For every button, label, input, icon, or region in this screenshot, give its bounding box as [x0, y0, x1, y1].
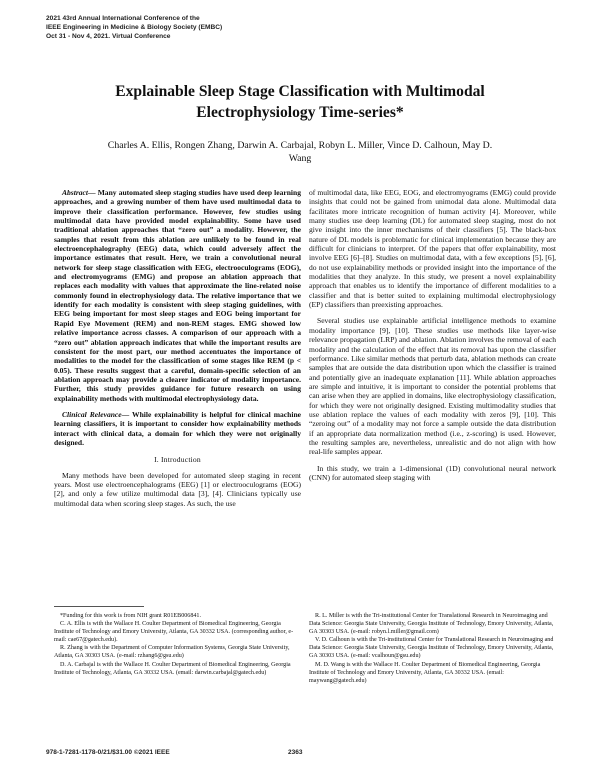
footnote-zhang: R. Zhang is with the Department of Computer Information Systems, Georgia State University, Atlanta, GA 30303 USA. (e-mail: rzhang6@gsu.edu)	[54, 645, 290, 660]
conference-line-2: IEEE Engineering in Medicine & Biology Society (EMBC)	[46, 24, 223, 31]
intro-paragraph-3: Several studies use explainable artificial intelligence methods to examine modality importance [9], [10]. These studies use methods like layer-wise relevance propagation (LRP) and ablation. Ablation involves the removal of each modality and the calculation of the effect that its removal has upon the classifier performance. Like similar methods that perturb data, ablation methods can create samples that are outside the data distribution upon which the classifier is trained and potentially give an inadequate explanation [11]. While ablation approaches are simple and intuitive, it is important to consider the potential problems that can arise when they are applied in domains, like electrophysiology classification, for which they were not originally designed. Existing multimodality studies that use ablation replace the values of each modality with zeros [9], [10]. This “zeroing out” of a modality may not force a sample outside the data distribution if an appropriate data normalization method (i.e., z-scoring) is used. However, the resulting samples are, nevertheless, unrealistic and do not align with how real-life samples appear.	[309, 316, 556, 457]
clinical-relevance-label: Clinical Relevance	[62, 409, 122, 419]
author-list: Charles A. Ellis, Rongen Zhang, Darwin A. Carbajal, Robyn L. Miller, Vince D. Calhoun, May D. Wang	[107, 140, 493, 164]
footer-isbn: 978-1-7281-1178-0/21/$31.00 ©2021 IEEE	[46, 749, 170, 756]
abstract-label: Abstract	[62, 188, 88, 197]
title-line-2: Electrophysiology Time-series*	[196, 104, 404, 121]
conference-line-1: 2021 43rd Annual International Conference of the	[46, 15, 200, 22]
footnote-carbajal: D. A. Carbajal is with the Wallace H. Coulter Department of Biomedical Engineering, Georgia Institute of Technology, Atlanta, GA 30332 USA. (email: darwin.carbajal@gatech.edu)	[54, 661, 291, 676]
paper-title	[60, 81, 540, 123]
footnote-miller: R. L. Miller is with the Tri-institutional Center for Translational Research in Neuroimaging and Data Science: Georgia State University, Georgia Institute of Technology, Emory University, Atlanta, GA 30303 USA. (e-mail: robyn.l.miller@gmail.com)	[309, 613, 554, 636]
conference-header	[46, 14, 376, 41]
clinical-relevance-text: — While explainability is helpful for clinical machine learning classifiers, it is important to consider how explainability methods interact with clinical data, a domain for which they were not originally designed.	[54, 409, 301, 447]
title-line-1: Explainable Sleep Stage Classification with Multimodal	[115, 83, 485, 100]
right-column	[309, 188, 556, 482]
footnote-wang: M. D. Wang is with the Wallace H. Coulter Department of Biomedical Engineering, Georgia Institute of Technology and Emory University, Atlanta, GA 30332 USA. (email: maywang@gatech.edu)	[309, 661, 541, 684]
abstract-text: — Many automated sleep staging studies have used deep learning approaches, and a growing number of them have used multimodal data to improve their classification performance. However, few studies using multimodal data have provided model explainability. Some have used traditional ablation approaches that “zero out” a modality. However, the samples that result from this ablation are unlikely to be found in real electroencephalography (EEG) data, which could adversely affect the importance estimates that result. Here, we train a convolutional neural network for sleep stage classification with EEG, electrooculograms (EOG), and electromyograms (EMG) and propose an ablation approach that replaces each modality with values that approximate the line-related noise commonly found in electrophysiology data. The relative importance that we identify for each modality is consistent with sleep staging guidelines, with EEG being important for most sleep stages and EOG being important for Rapid Eye Movement (REM) and non-REM stages. EMG showed low relative importance across classes. A comparison of our approach with a “zero out” ablation approach indicates that while the important results are consistent for the most part, our method accentuates the importance of modalities to the model for the classification of some stages like REM (p < 0.05). These results suggest that a careful, domain-specific selection of an ablation approach may provide a clearer indicator of modality importance. Further, this study provides guidance for future research on using explainability methods with multimodal electrophysiology data.	[54, 188, 301, 403]
clinical-relevance	[54, 410, 301, 447]
intro-paragraph-4: In this study, we train a 1-dimensional (1D) convolutional neural network (CNN) for automated sleep staging with	[309, 463, 556, 482]
footnote-funding: *Funding for this work is from NIH grant R01EB006841.	[60, 613, 201, 619]
footnotes-right	[309, 612, 556, 685]
abstract	[54, 188, 301, 403]
section-heading-introduction: I. Introduction	[154, 455, 201, 465]
left-column	[54, 188, 301, 508]
intro-paragraph-2: of multimodal data, like EEG, EOG, and electromyograms (EMG) could provide insights that could not be gained from unimodal data alone. Multimodal data facilitates more intricate recognition of human activity [4]. Moreover, while many studies use deep learning (DL) for automated sleep staging, most do not give insight into the inner mechanisms of their classifiers [5]. The black-box nature of DL models is problematic for clinical implementation because they are difficult for clinicians to interpret. Of the papers that offer explainability, most involve EEG [6]–[8]. Studies on multimodal data, with a few exceptions [5], [6], do not use explainability methods or provided insight into the importance of the modalities that they analyze. In this study, we present a novel explainability approach that enables us to identify the importance of different modalities to a classifier and that is better suited to explaining multimodal electrophysiology (EP) classifiers than preexisting approaches.	[309, 188, 556, 310]
footnote-ellis: C. A. Ellis is with the Wallace H. Coulter Department of Biomedical Engineering, Georgia Institute of Technology and Emory University, Atlanta, GA 30332 USA. (corresponding author, e-mail: cae67@gatech.edu).	[54, 621, 294, 644]
footnote-calhoun: V. D. Calhoun is with the Tri-institutional Center for Translational Research in Neuroimaging and Data Science: Georgia State University, Georgia Institute of Technology, Emory University, Atlanta, GA 30303 USA. (e-mail: vcalhoun@gsu.edu)	[309, 637, 554, 660]
footnotes-left	[54, 612, 301, 677]
intro-paragraph-1: Many methods have been developed for automated sleep staging in recent years. Most use electroencephalograms (EEG) [1] or electrooculograms (EOG) [2], and only a few utilize multimodal data [3], [4]. Clinicians typically use multimodal data when scoring sleep stages. As such, the use	[54, 470, 301, 508]
footnote-divider	[54, 606, 144, 607]
conference-line-3: Oct 31 - Nov 4, 2021. Virtual Conference	[46, 33, 171, 40]
page-number: 2363	[288, 749, 303, 756]
